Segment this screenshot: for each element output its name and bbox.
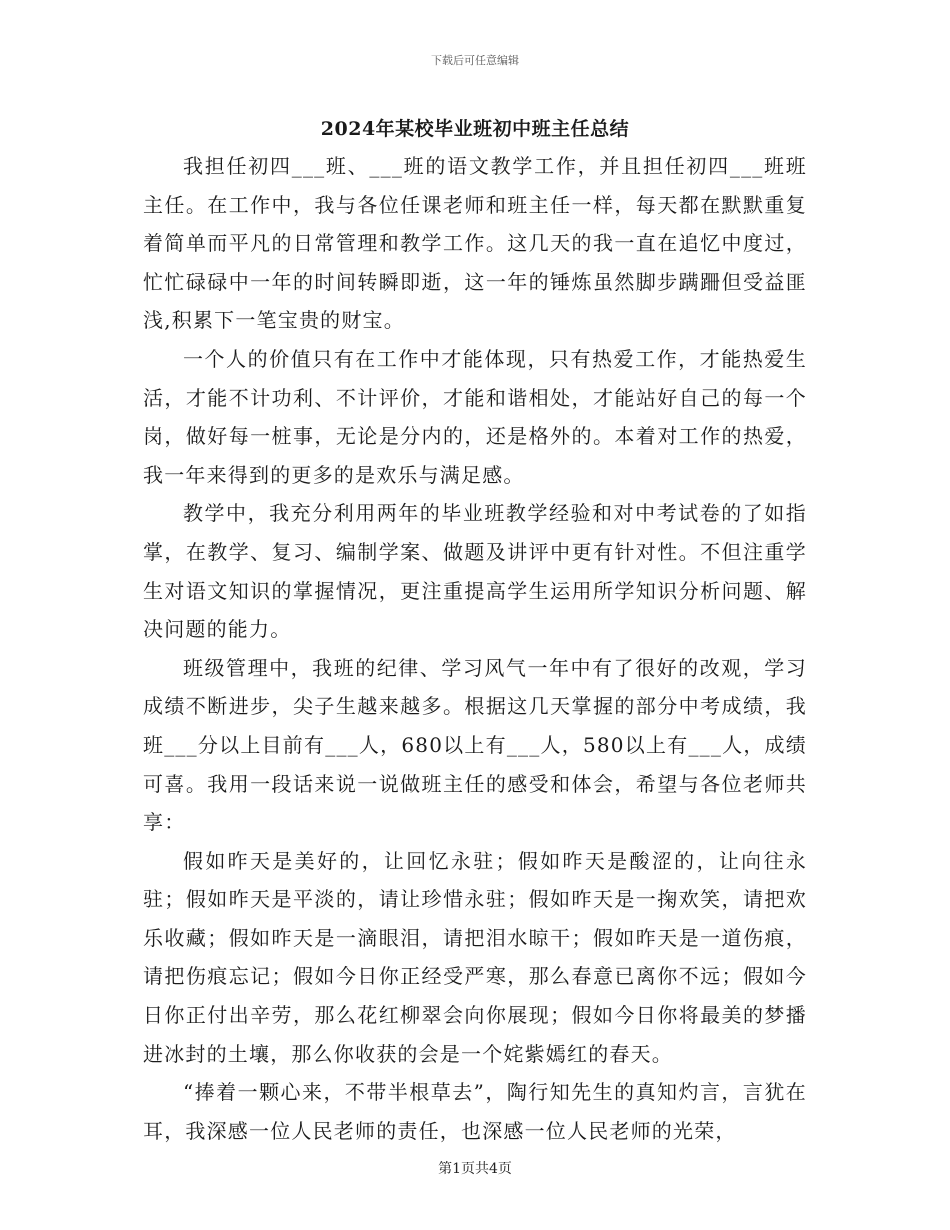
paragraph-teaching-role: 我担任初四___班、___班的语文教学工作，并且担任初四___班班主任。在工作中，我与各位任课老师和班主任一样，每天都在默默重复着简单而平凡的日常管理和教学工作。这几天的我一直在追忆中度过，忙忙碌碌中一年的时间转瞬即逝，这一年的锤炼虽然脚步蹒跚但受益匪浅,积累下一笔宝贵的财宝。 — [143, 154, 807, 333]
download-edit-note: 下载后可任意编辑 — [431, 54, 519, 67]
document-body — [143, 147, 807, 1150]
paragraph-personal-value: 一个人的价值只有在工作中才能体现，只有热爱工作，才能热爱生活，才能不计功利、不计评价，才能和谐相处，才能站好自己的每一个岗，做好每一桩事，无论是分内的，还是格外的。本着对工作的热爱，我一年来得到的更多的是欢乐与满足感。 — [143, 346, 807, 487]
document-title: 2024年某校毕业班初中班主任总结 — [320, 118, 630, 140]
paragraph-class-management: 班级管理中，我班的纪律、学习风气一年中有了很好的改观，学习成绩不断进步，尖子生越来越多。根据这几天掌握的部分中考成绩，我班___分以上目前有___人，680以上有___人，580以上有___人，成绩可喜。我用一段话来说一说做班主任的感受和体会，希望与各位老师共享： — [143, 655, 807, 835]
paragraph-reflection: 假如昨天是美好的，让回忆永驻；假如昨天是酸涩的，让向往永驻；假如昨天是平淡的，请让珍惜永驻；假如昨天是一掬欢笑，请把欢乐收藏；假如昨天是一滴眼泪，请把泪水晾干；假如昨天是一道伤痕，请把伤痕忘记；假如今日你正经受严寒，那么春意已离你不远；假如今日你正付出辛劳，那么花红柳翠会向你展现；假如今日你将最美的梦播进冰封的土壤，那么你收获的会是一个姹紫嫣红的春天。 — [143, 848, 807, 1066]
page-number: 第1页共4页 — [438, 1161, 512, 1177]
paragraph-quote: “捧着一颗心来，不带半根草去”，陶行知先生的真知灼言，言犹在耳，我深感一位人民老师的责任，也深感一位人民老师的光荣， — [143, 1080, 807, 1143]
paragraph-teaching-experience: 教学中，我充分利用两年的毕业班教学经验和对中考试卷的了如指掌，在教学、复习、编制学案、做题及讲评中更有针对性。不但注重学生对语文知识的掌握情况，更注重提高学生运用所学知识分析问题、解决问题的能力。 — [143, 501, 807, 642]
